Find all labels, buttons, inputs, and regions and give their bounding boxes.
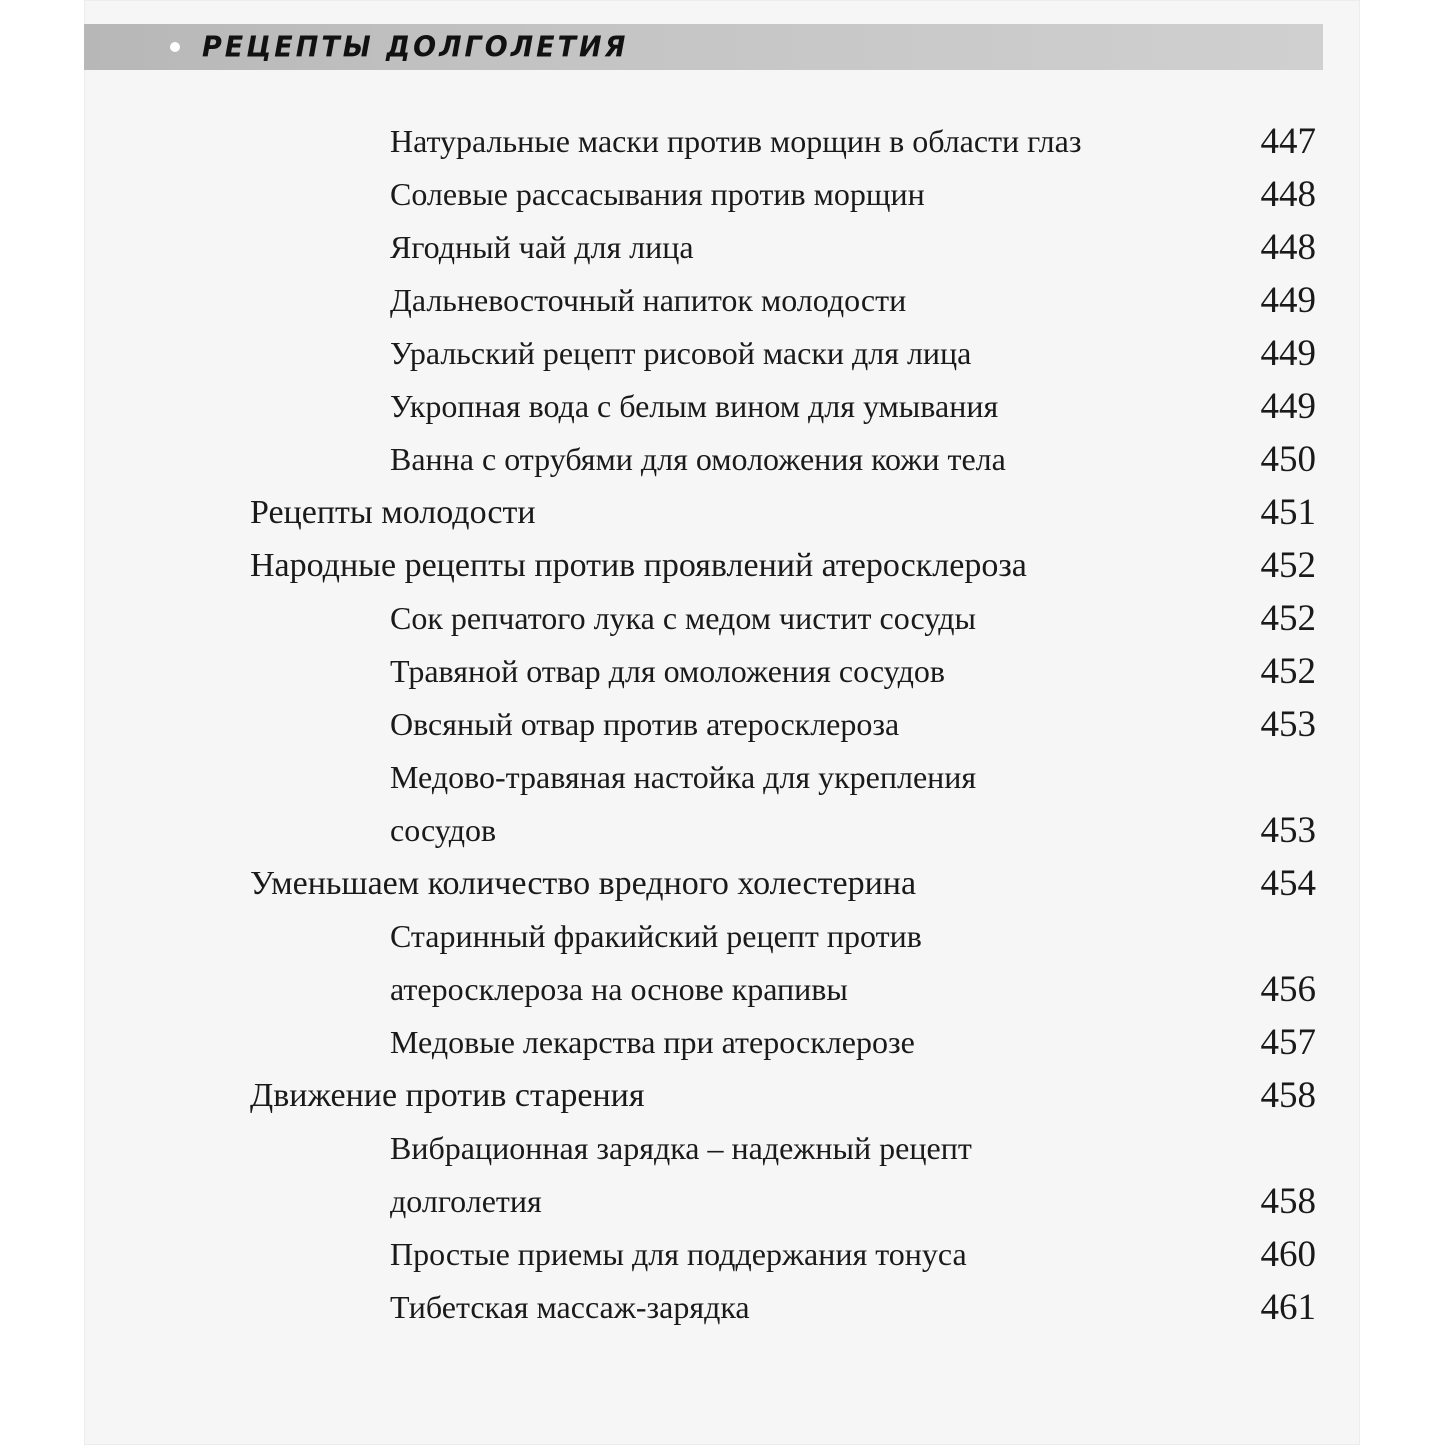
- toc-entry-title: Медовые лекарства при атеросклерозе: [390, 1024, 915, 1060]
- toc-entry-title: Тибетская массаж-зарядка: [390, 1289, 750, 1325]
- toc-entry: [0, 380, 1445, 433]
- toc-section-page: 452: [1260, 545, 1316, 586]
- toc-entry: [0, 115, 1445, 168]
- toc-entry-title: Простые приемы для поддержания тонуса: [390, 1236, 967, 1272]
- toc-entry-title: Уральский рецепт рисовой маски для лица: [390, 335, 972, 371]
- toc-entry: [0, 963, 1445, 1016]
- toc-entry-title: долголетия: [390, 1183, 542, 1219]
- toc-section: [0, 539, 1445, 592]
- toc-entry-page: 448: [1260, 174, 1316, 215]
- toc-entry-title: Овсяный отвар против атеросклероза: [390, 706, 900, 742]
- toc-entry-title: Натуральные маски против морщин в области глаз: [390, 123, 1082, 159]
- toc-entry: [0, 274, 1445, 327]
- toc-entry-page: 447: [1260, 121, 1316, 162]
- toc-section: [0, 857, 1445, 910]
- toc-entry: [0, 1228, 1445, 1281]
- toc-entry-page: 448: [1260, 227, 1316, 268]
- toc-entry-page: 457: [1260, 1022, 1316, 1063]
- table-of-contents: [0, 115, 1445, 1334]
- toc-entry-title: сосудов: [390, 812, 497, 848]
- toc-entry-title: атеросклероза на основе крапивы: [390, 971, 848, 1007]
- toc-entry: [0, 1175, 1445, 1228]
- toc-entry-page: 458: [1260, 1181, 1316, 1222]
- toc-entry-page: 449: [1260, 280, 1316, 321]
- toc-section-title: Движение против старения: [250, 1077, 645, 1114]
- toc-entry-page: 452: [1260, 651, 1316, 692]
- toc-entry-page: 450: [1260, 439, 1316, 480]
- toc-entry-page: 452: [1260, 598, 1316, 639]
- toc-section-page: 451: [1260, 492, 1316, 533]
- running-header: [84, 24, 1323, 70]
- toc-section-title: Уменьшаем количество вредного холестерина: [250, 865, 917, 902]
- toc-entry: [0, 1122, 1445, 1175]
- toc-entry-title: Солевые рассасывания против морщин: [390, 176, 925, 212]
- toc-entry-title: Укропная вода с белым вином для умывания: [390, 388, 999, 424]
- toc-entry: [0, 221, 1445, 274]
- bullet-icon: [170, 42, 180, 52]
- toc-entry-title: Сок репчатого лука с медом чистит сосуды: [390, 600, 977, 636]
- toc-entry: [0, 168, 1445, 221]
- toc-entry-title: Медово-травяная настойка для укрепления: [390, 759, 977, 795]
- toc-entry-page: 453: [1260, 704, 1316, 745]
- toc-section-page: 454: [1260, 863, 1316, 904]
- toc-section: [0, 486, 1445, 539]
- toc-entry: [0, 804, 1445, 857]
- toc-entry: [0, 1281, 1445, 1334]
- toc-entry: [0, 698, 1445, 751]
- toc-entry: [0, 1016, 1445, 1069]
- toc-entry: [0, 751, 1445, 804]
- toc-entry-page: 456: [1260, 969, 1316, 1010]
- toc-entry-title: Вибрационная зарядка – надежный рецепт: [390, 1130, 972, 1166]
- toc-entry: [0, 433, 1445, 486]
- toc-entry-title: Ягодный чай для лица: [390, 229, 694, 265]
- toc-entry-page: 449: [1260, 386, 1316, 427]
- toc-entry: [0, 645, 1445, 698]
- header-title: РЕЦЕПТЫ ДОЛГОЛЕТИЯ: [202, 30, 629, 64]
- toc-entry-page: 460: [1260, 1234, 1316, 1275]
- toc-section-title: Рецепты молодости: [250, 494, 536, 531]
- toc-entry: [0, 910, 1445, 963]
- toc-entry-title: Старинный фракийский рецепт против: [390, 918, 922, 954]
- toc-section: [0, 1069, 1445, 1122]
- toc-entry-title: Травяной отвар для омоложения сосудов: [390, 653, 946, 689]
- toc-entry-title: Ванна с отрубями для омоложения кожи тела: [390, 441, 1006, 477]
- toc-section-title: Народные рецепты против проявлений атеросклероза: [250, 547, 1027, 584]
- toc-entry-page: 449: [1260, 333, 1316, 374]
- toc-entry-page: 453: [1260, 810, 1316, 851]
- toc-entry: [0, 592, 1445, 645]
- toc-entry-page: 461: [1260, 1287, 1316, 1328]
- toc-section-page: 458: [1260, 1075, 1316, 1116]
- toc-entry: [0, 327, 1445, 380]
- toc-entry-title: Дальневосточный напиток молодости: [390, 282, 907, 318]
